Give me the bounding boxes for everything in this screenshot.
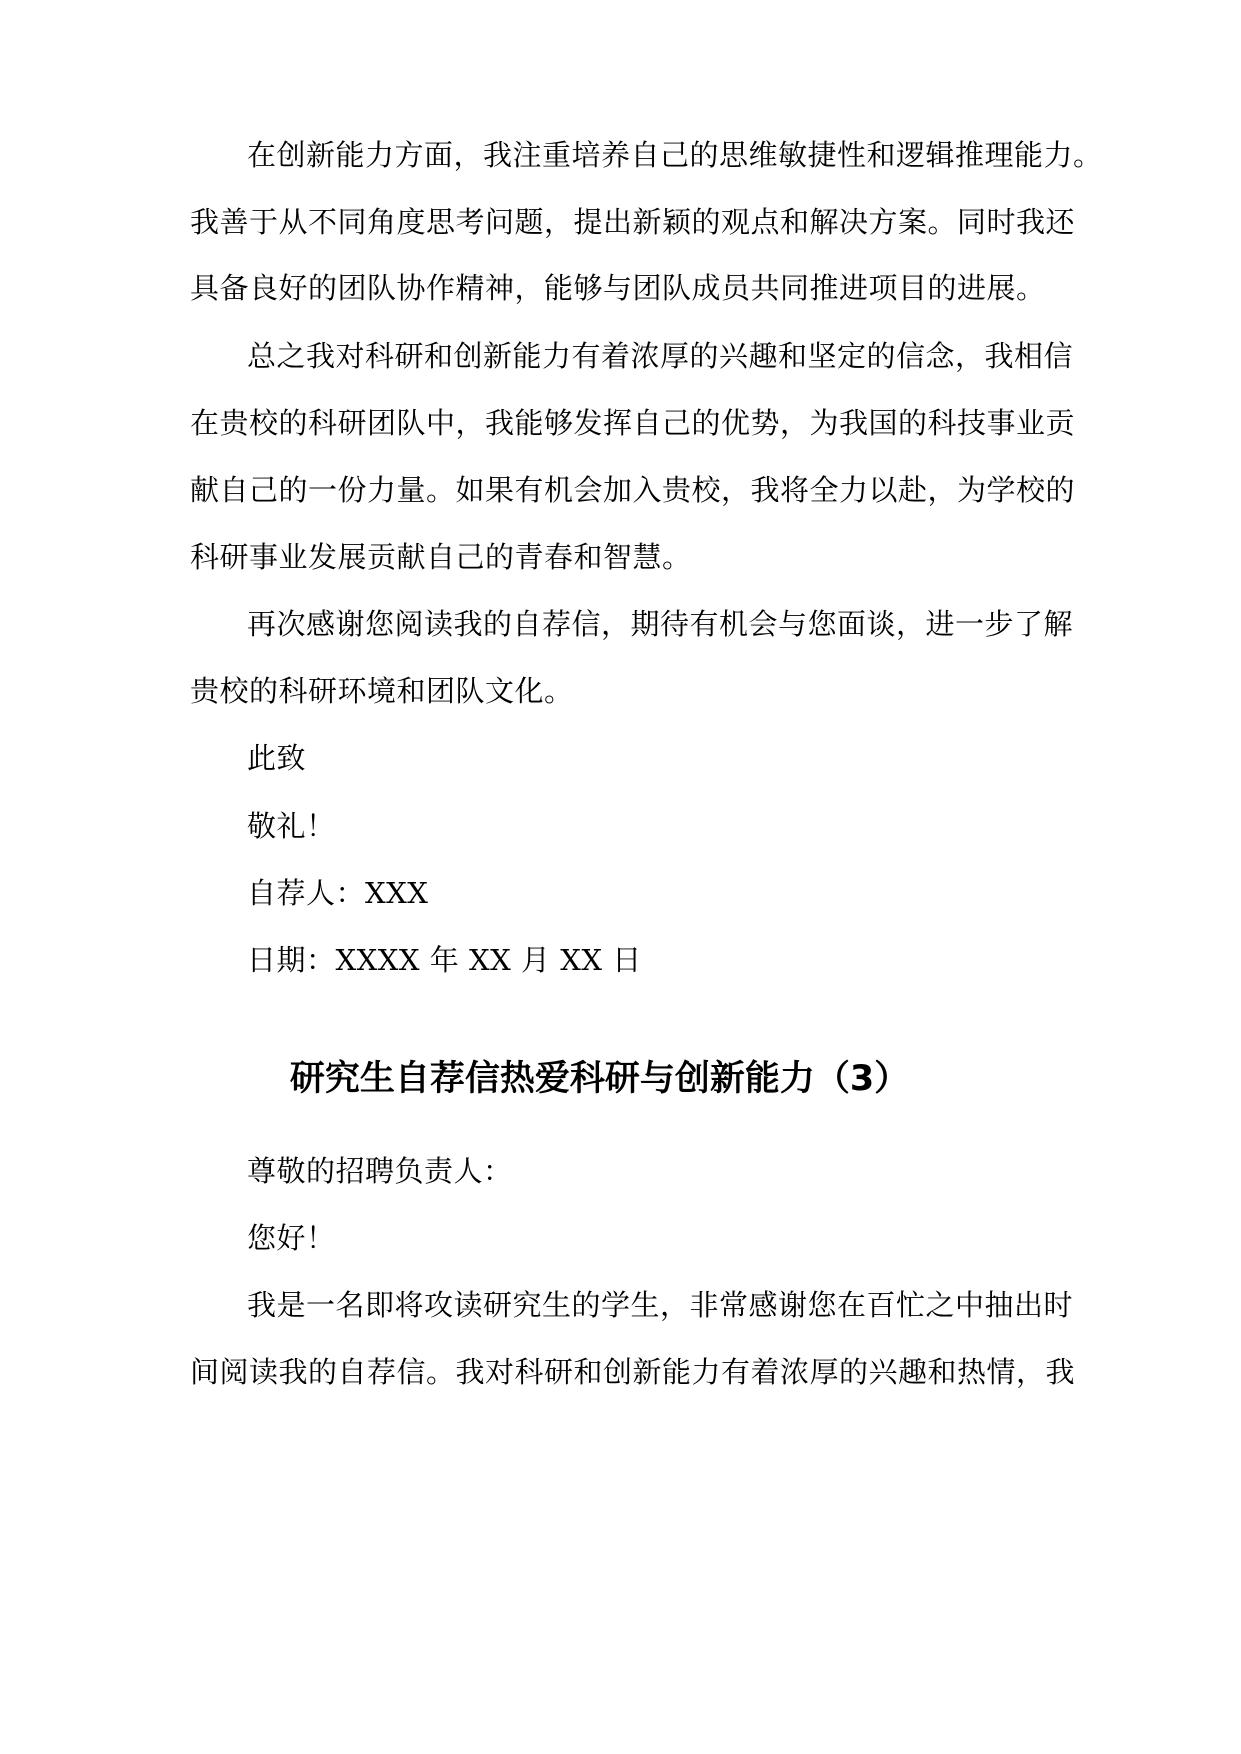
paragraph-line: 具备良好的团队协作精神，能够与团队成员共同推进项目的进展。 xyxy=(190,271,1046,305)
signer-text: 自荐人：XXX xyxy=(247,876,429,910)
paragraph-line: 献自己的一份力量。如果有机会加入贵校，我将全力以赴，为学校的 xyxy=(190,473,1076,507)
greeting-text: 尊敬的招聘负责人： xyxy=(247,1154,513,1188)
paragraph-line: 总之我对科研和创新能力有着浓厚的兴趣和坚定的信念，我相信 xyxy=(247,339,1074,373)
paragraph-line: 科研事业发展贡献自己的青春和智慧。 xyxy=(190,540,692,574)
date-text: 日期：XXXX 年 XX 月 XX 日 xyxy=(247,943,642,977)
salute-text: 敬礼！ xyxy=(247,809,336,843)
paragraph-line: 再次感谢您阅读我的自荐信，期待有机会与您面谈，进一步了解 xyxy=(247,607,1074,641)
paragraph-line: 我是一名即将攻读研究生的学生，非常感谢您在百忙之中抽出时 xyxy=(247,1288,1074,1322)
hello-text: 您好！ xyxy=(247,1221,336,1255)
paragraph-line: 间阅读我的自荐信。我对科研和创新能力有着浓厚的兴趣和热情，我 xyxy=(190,1355,1076,1389)
paragraph-line: 在创新能力方面，我注重培养自己的思维敏捷性和逻辑推理能力。 xyxy=(247,138,1103,172)
paragraph-line: 我善于从不同角度思考问题，提出新颖的观点和解决方案。同时我还 xyxy=(190,205,1076,239)
paragraph-line: 贵校的科研环境和团队文化。 xyxy=(190,674,574,708)
paragraph-line: 在贵校的科研团队中，我能够发挥自己的优势，为我国的科技事业贡 xyxy=(190,406,1076,440)
section-title: 研究生自荐信热爱科研与创新能力（3） xyxy=(289,1059,910,1099)
closing-text: 此致 xyxy=(247,741,307,775)
